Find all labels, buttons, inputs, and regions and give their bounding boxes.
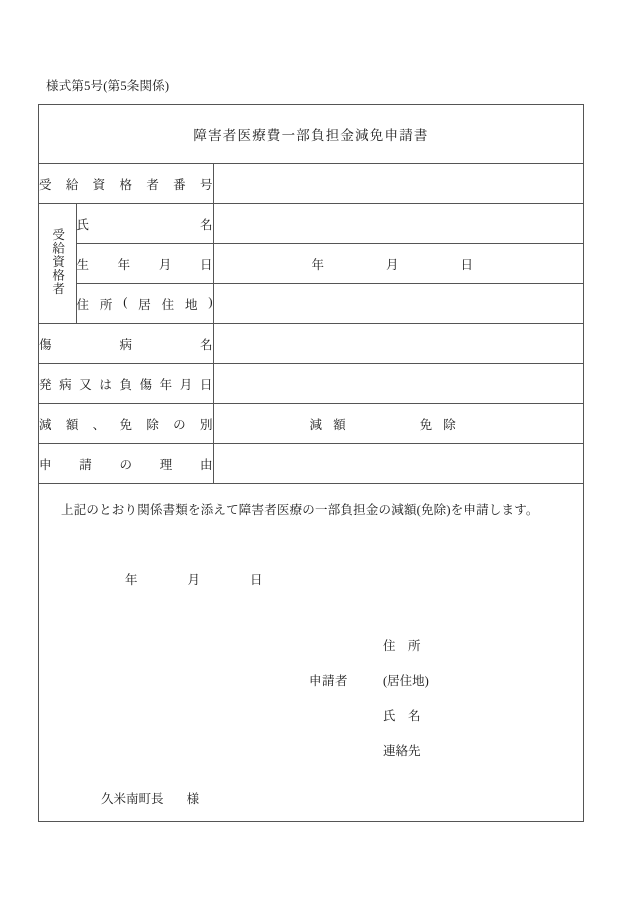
table-row-address [39, 284, 583, 324]
address-input[interactable] [213, 284, 583, 324]
form-title-cell [39, 105, 583, 164]
applicant-residence-row[interactable] [39, 671, 465, 689]
label-char: ( [123, 294, 128, 309]
label-char: の [119, 457, 132, 472]
label-char: 氏 [76, 217, 90, 232]
reason-label [39, 444, 213, 484]
label-char: 所 [99, 297, 113, 312]
submission-month-unit: 月 [187, 573, 201, 587]
label-char: は [99, 377, 112, 392]
address-label [76, 284, 213, 324]
label-char: 由 [199, 457, 213, 472]
name-input[interactable] [213, 204, 583, 244]
addressee-honorific: 様 [186, 792, 200, 806]
submission-day-unit: 日 [250, 573, 263, 587]
label-char: 名 [199, 217, 213, 232]
declaration-area [39, 500, 583, 807]
label-char: 又 [79, 377, 92, 392]
label-char: 、 [92, 417, 106, 432]
label-char: 減 [39, 417, 52, 432]
applicant-name-row[interactable] [39, 706, 465, 724]
table-row-disease [39, 324, 583, 364]
label-char: 者 [146, 177, 159, 192]
label-char: 資 [92, 177, 106, 192]
label-char: 病 [59, 377, 72, 392]
label-char: 額 [65, 417, 79, 432]
reduction-type-choices [213, 404, 583, 444]
applicant-contact-row[interactable] [39, 741, 465, 759]
form-number: 様式第5号(第5条関係) [46, 79, 170, 93]
label-char: 年 [117, 257, 131, 272]
option-exemption[interactable]: 免 除 [419, 417, 460, 432]
label-char: 病 [119, 337, 132, 352]
recipient-number-input[interactable] [213, 164, 583, 204]
label-char: 免 [119, 417, 132, 432]
label-char: 請 [79, 457, 92, 472]
addressee-name: 久米南町長 [101, 792, 164, 806]
label-char: 別 [199, 417, 213, 432]
reduction-type-label [39, 404, 213, 444]
label-char: 住 [76, 297, 90, 312]
name-label [76, 204, 213, 244]
table-row-reduction-type [39, 404, 583, 444]
table-row-title [39, 105, 583, 164]
addressee-line [101, 789, 583, 807]
applicant-residence-label: (居住地) [383, 674, 429, 688]
label-char: 理 [159, 457, 173, 472]
label-char: 受 [39, 177, 52, 192]
applicant-contact-label: 連絡先 [383, 744, 421, 758]
recipient-number-label [39, 164, 213, 204]
birthdate-year-unit: 年 [311, 257, 325, 272]
label-char: 月 [158, 257, 172, 272]
declaration-text: 上記のとおり関係書類を添えて障害者医療の一部負担金の減額(免除)を申請します。 [61, 503, 539, 517]
label-char: 居 [138, 297, 151, 312]
disease-input[interactable] [213, 324, 583, 364]
label-char: 年 [159, 377, 173, 392]
page-title: 障害者医療費一部負担金減免申請書 [193, 128, 429, 143]
label-char: の [173, 417, 186, 432]
submission-date-line[interactable] [125, 570, 583, 588]
label-char: 発 [39, 377, 52, 392]
label-char: 日 [199, 257, 213, 272]
label-char: ) [208, 294, 213, 309]
birthdate-label [76, 244, 213, 284]
label-char: 申 [39, 457, 52, 472]
label-char: 除 [146, 417, 159, 432]
recipient-group-label-text: 受給資格者 [50, 227, 65, 296]
applicant-address-label: 住 所 [383, 639, 421, 653]
application-form-table [39, 105, 583, 484]
recipient-group-label [39, 204, 76, 324]
label-char: 番 [173, 177, 186, 192]
birthdate-month-unit: 月 [386, 257, 399, 272]
birthdate-day-unit: 日 [460, 257, 474, 272]
onset-date-label [39, 364, 213, 404]
label-char: 給 [65, 177, 79, 192]
submission-year-unit: 年 [125, 573, 138, 587]
label-char: 傷 [139, 377, 153, 392]
reason-input[interactable] [213, 444, 583, 484]
table-row-name [39, 204, 583, 244]
applicant-name-label: 氏 名 [383, 709, 421, 723]
label-char: 格 [119, 177, 132, 192]
birthdate-input[interactable] [213, 244, 583, 284]
disease-label [39, 324, 213, 364]
label-char: 傷 [39, 337, 52, 352]
applicant-address-row[interactable] [39, 636, 465, 654]
applicant-block [39, 636, 583, 759]
table-row-recipient-number [39, 164, 583, 204]
label-char: 負 [119, 377, 132, 392]
label-char: 住 [161, 297, 175, 312]
application-form-frame [38, 104, 584, 822]
label-char: 生 [76, 257, 90, 272]
table-row-onset-date [39, 364, 583, 404]
label-char: 日 [199, 377, 213, 392]
label-char: 名 [199, 337, 213, 352]
onset-date-input[interactable] [213, 364, 583, 404]
label-char: 号 [199, 177, 213, 192]
applicant-label: 申請者 [309, 674, 349, 688]
option-reduction[interactable]: 減 額 [309, 417, 350, 432]
label-char: 地 [184, 297, 198, 312]
table-row-birthdate [39, 244, 583, 284]
table-row-reason [39, 444, 583, 484]
label-char: 月 [179, 377, 193, 392]
